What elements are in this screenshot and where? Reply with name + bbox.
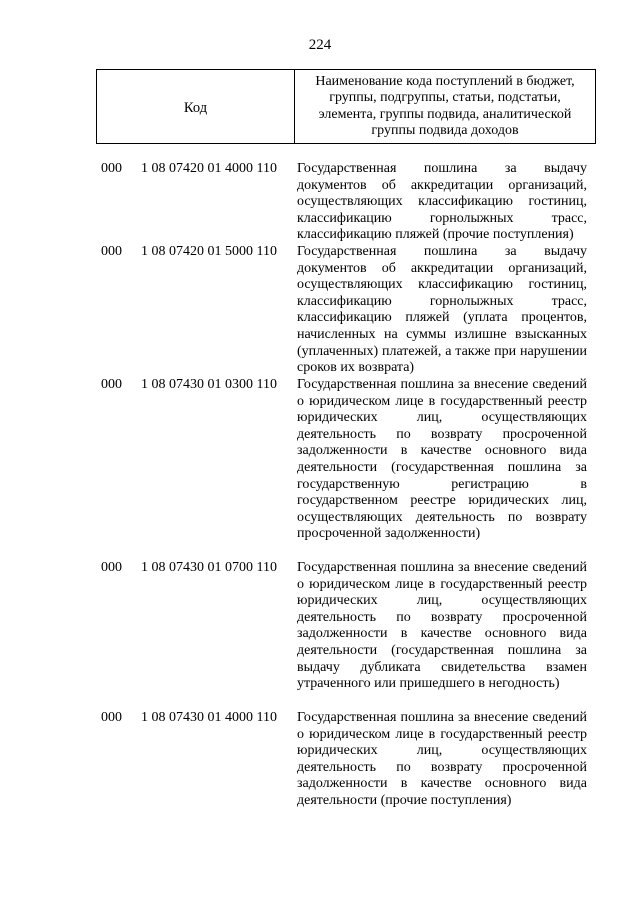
admin-code: 000 bbox=[101, 244, 122, 259]
revenue-code: 1 08 07420 01 4000 110 bbox=[141, 161, 277, 176]
header-name-column: Наименование кода поступлений в бюджет, группы, подгруппы, статьи, подстатьи, элемента, группы подвида, аналитической группы подвида доходов bbox=[315, 73, 575, 138]
header-code-column: Код bbox=[97, 70, 295, 143]
admin-code: 000 bbox=[101, 560, 122, 575]
revenue-description: Государственная пошлина за внесение сведений о юридическом лице в государственный реестр юридических лиц, осуществляющих деятельность по возврату просроченной задолженности в качестве основного вида деятельности (государственная пошлина за выдачу дубликата свидетельства взамен утраченного или пришедшего в негодность) bbox=[297, 560, 587, 692]
revenue-code: 1 08 07430 01 0700 110 bbox=[141, 560, 277, 575]
revenue-description: Государственная пошлина за выдачу документов об аккредитации организаций, осуществляющих классификацию гостиниц, классификацию горнолыжных трасс, классификацию пляжей (прочие поступления) bbox=[297, 161, 587, 243]
revenue-code: 1 08 07430 01 0300 110 bbox=[141, 377, 277, 392]
revenue-description: Государственная пошлина за внесение сведений о юридическом лице в государственный реестр юридических лиц, осуществляющих деятельность по возврату просроченной задолженности в качестве основного вида деятельности (прочие поступления) bbox=[297, 710, 587, 808]
revenue-description: Государственная пошлина за внесение сведений о юридическом лице в государственный реестр юридических лиц, осуществляющих деятельность по возврату просроченной задолженности в качестве основного вида деятельности (государственная пошлина за государственную регистрацию в государственном реестре юридических лиц, осуществляющих деятельность по возврату просроченной задолженности) bbox=[297, 377, 587, 542]
admin-code: 000 bbox=[101, 710, 122, 725]
admin-code: 000 bbox=[101, 377, 122, 392]
revenue-code: 1 08 07430 01 4000 110 bbox=[141, 710, 277, 725]
table-header bbox=[96, 69, 596, 144]
revenue-description: Государственная пошлина за выдачу документов об аккредитации организаций, осуществляющих классификацию гостиниц, классификацию горнолыжных трасс, классификацию пляжей (уплата процентов, начисленных на суммы излишне взысканных (уплаченных) платежей, а также при нарушении сроков их возврата) bbox=[297, 244, 587, 376]
admin-code: 000 bbox=[101, 161, 122, 176]
page-number: 224 bbox=[308, 37, 332, 53]
revenue-code: 1 08 07420 01 5000 110 bbox=[141, 244, 277, 259]
